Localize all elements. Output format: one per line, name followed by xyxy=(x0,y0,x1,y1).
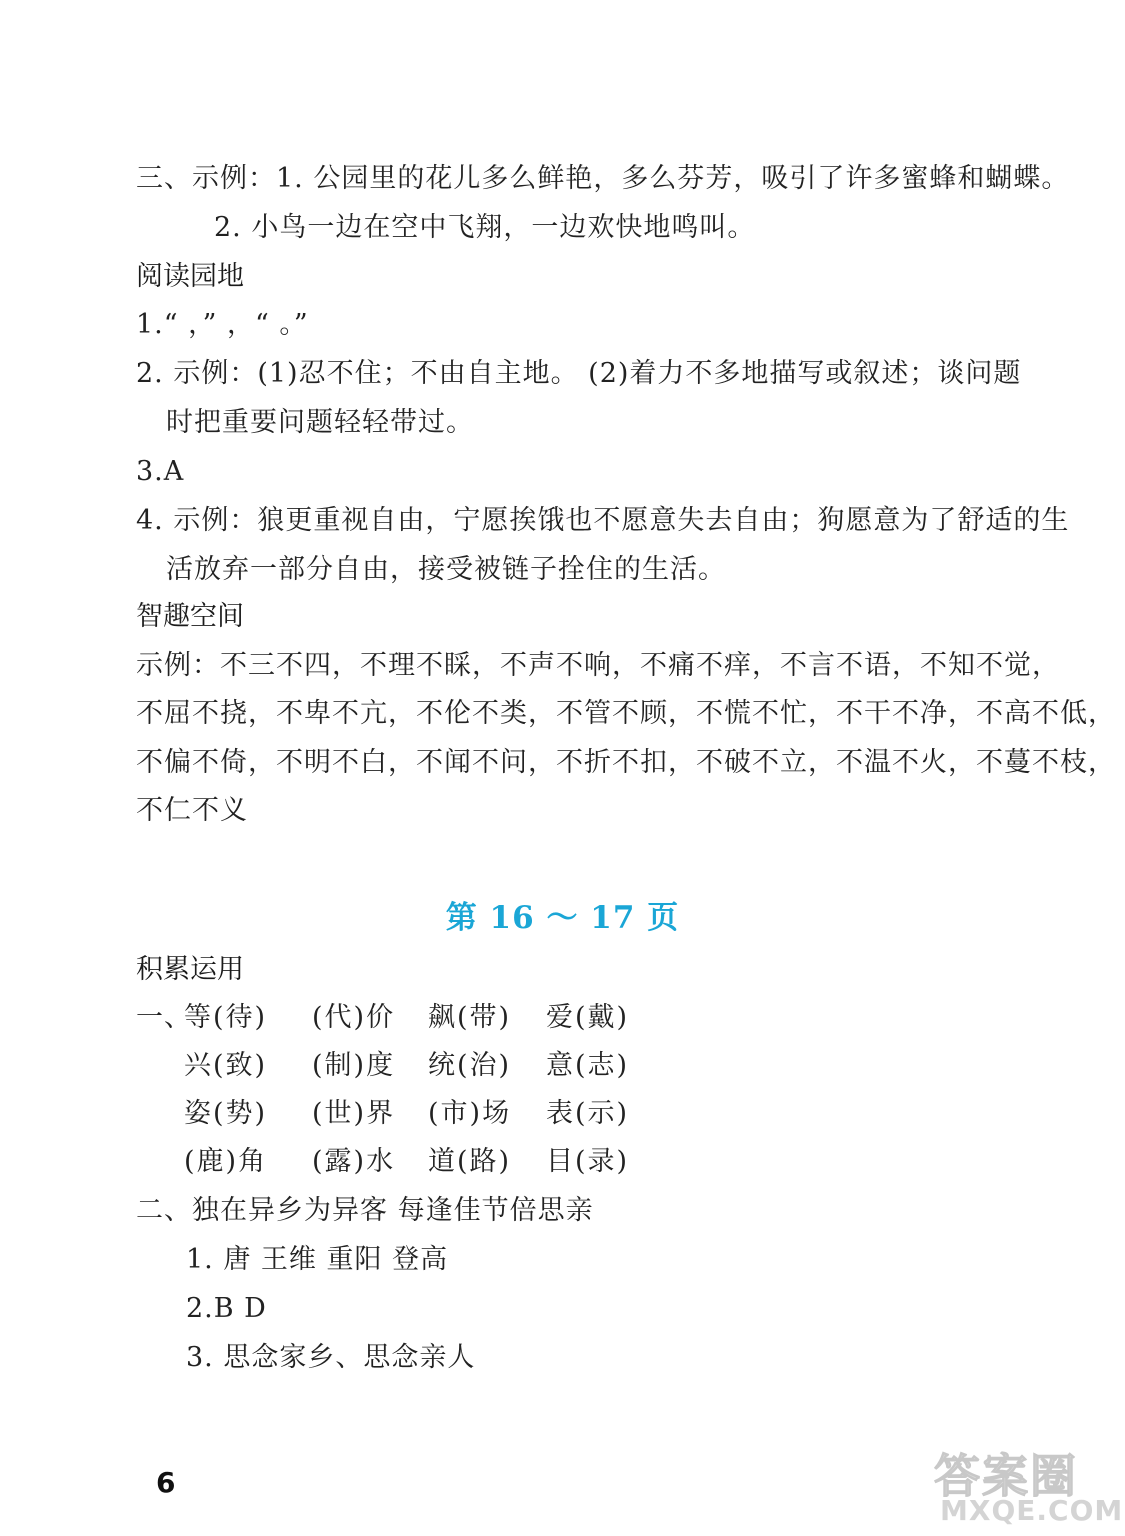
grid-cell: 意(志) xyxy=(546,1050,630,1081)
grid-cell: 道(路) xyxy=(428,1146,512,1177)
reading-q1: 1.“ ，” ，“ 。” xyxy=(136,309,309,340)
section3-line2: 2. 小鸟一边在空中飞翔，一边欢快地鸣叫。 xyxy=(214,212,756,243)
fun-line2: 不屈不挠，不卑不亢，不伦不类，不管不顾，不慌不忙，不干不净，不高不低， xyxy=(136,698,1116,729)
grid-cell: (世)界 xyxy=(312,1098,396,1129)
section2-q2: 2.B D xyxy=(186,1293,267,1324)
page-range-heading: 第 16 ～ 17 页 xyxy=(445,900,680,936)
grid-cell: 兴(致) xyxy=(184,1050,268,1081)
grid-cell: (市)场 xyxy=(428,1098,512,1129)
grid-cell: (露)水 xyxy=(312,1146,396,1177)
watermark-logo xyxy=(920,1440,1124,1532)
fun-line3: 不偏不倚，不明不白，不闻不问，不折不扣，不破不立，不温不火，不蔓不枝， xyxy=(136,747,1116,778)
grid-cell: 目(录) xyxy=(546,1146,630,1177)
grid-cell: 表(示) xyxy=(546,1098,630,1129)
reading-q4-line1: 4. 示例：狼更重视自由，宁愿挨饿也不愿意失去自由；狗愿意为了舒适的生 xyxy=(136,505,1070,536)
fun-heading: 智趣空间 xyxy=(136,601,244,632)
watermark-url: MXQE.COM xyxy=(940,1494,1124,1527)
grid-cell: (鹿)角 xyxy=(184,1146,268,1177)
grid-cell: (制)度 xyxy=(312,1050,396,1081)
section2-line: 二、独在异乡为异客 每逢佳节倍思亲 xyxy=(136,1195,594,1226)
grid-cell: 飙(带) xyxy=(428,1002,512,1033)
grid-cell: (代)价 xyxy=(312,1002,396,1033)
page-number: 6 xyxy=(156,1466,176,1499)
watermark-title: 答案圈 xyxy=(934,1449,1078,1503)
reading-q4-line2: 活放弃一部分自由，接受被链子拴住的生活。 xyxy=(166,554,726,585)
grid-cell: 爱(戴) xyxy=(546,1002,630,1033)
section2-q3: 3. 思念家乡、思念亲人 xyxy=(186,1342,476,1373)
fun-line1: 示例：不三不四，不理不睬，不声不响，不痛不痒，不言不语，不知不觉， xyxy=(136,650,1060,681)
reading-q2-line2: 时把重要问题轻轻带过。 xyxy=(166,407,474,438)
reading-heading: 阅读园地 xyxy=(136,261,244,292)
fun-line4: 不仁不义 xyxy=(136,795,248,826)
grid-cell: 统(治) xyxy=(428,1050,512,1081)
accumulate-heading: 积累运用 xyxy=(136,954,244,985)
grid-cell: 等(待) xyxy=(184,1002,268,1033)
grid-cell: 姿(势) xyxy=(184,1098,268,1129)
reading-q3: 3.A xyxy=(136,456,185,487)
reading-q2-line1: 2. 示例：(1)忍不住；不由自主地。 (2)着力不多地描写或叙述；谈问题 xyxy=(136,358,1022,389)
section2-q1: 1. 唐 王维 重阳 登高 xyxy=(186,1244,449,1275)
accumulate-prefix: 一、 xyxy=(136,1002,192,1033)
section3-line1: 三、示例：1. 公园里的花儿多么鲜艳，多么芬芳，吸引了许多蜜蜂和蝴蝶。 xyxy=(136,163,1070,194)
